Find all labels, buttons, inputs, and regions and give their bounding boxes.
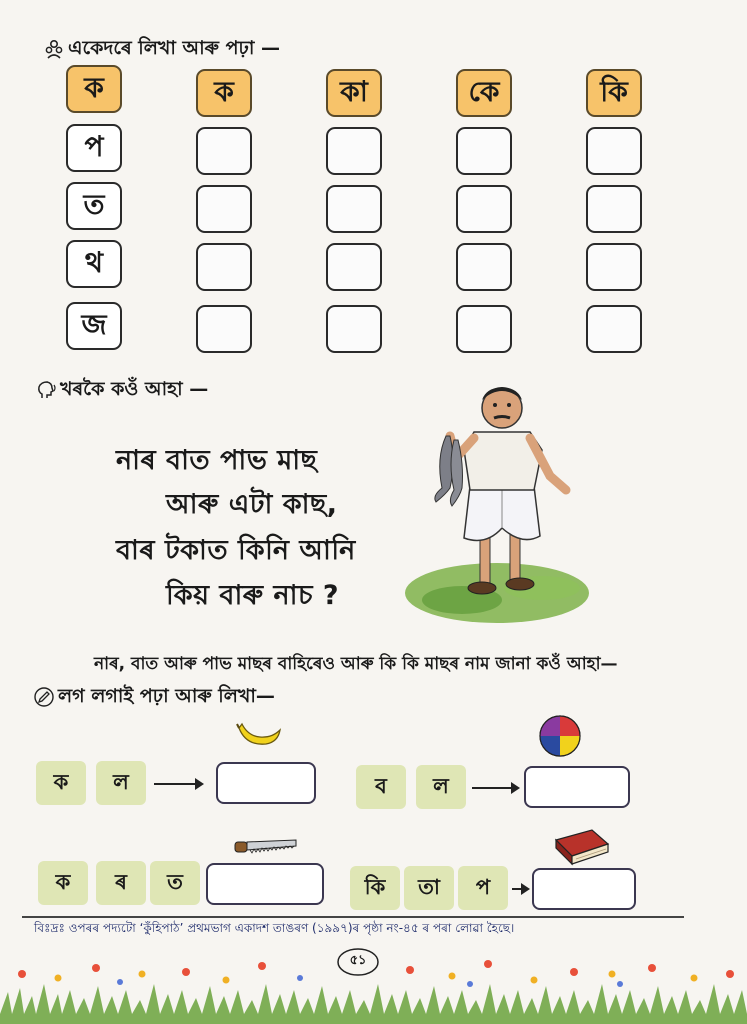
row-letter-cell: ত: [66, 182, 122, 230]
write-box[interactable]: [326, 127, 382, 175]
poem-line: কিয় বাৰু নাচ ?: [166, 580, 340, 611]
write-box[interactable]: [196, 305, 252, 353]
letter-tile[interactable]: ব: [356, 765, 406, 809]
write-box[interactable]: [326, 305, 382, 353]
section2-heading: [36, 375, 208, 407]
fish-icon: [435, 436, 463, 506]
write-box[interactable]: [196, 127, 252, 175]
write-box[interactable]: [456, 185, 512, 233]
man-holding-fish-illustration: [402, 378, 592, 638]
pencil-icon: [34, 687, 54, 707]
header-cell: কে: [456, 69, 512, 117]
people-icon: [44, 39, 64, 59]
letter-tile[interactable]: ৰ: [96, 861, 146, 905]
letter-tile[interactable]: ল: [96, 761, 146, 805]
footnote-divider: [22, 916, 684, 918]
poem-line: আৰু এটা কাছ,: [166, 489, 338, 520]
ball-icon: [538, 714, 582, 758]
arrow-right-icon: [512, 888, 528, 890]
header-cell: কা: [326, 69, 382, 117]
write-box[interactable]: [456, 305, 512, 353]
letter-tile[interactable]: প: [458, 866, 508, 910]
section1-heading-text: একেদৰে লিখা আৰু পঢ়া —: [68, 37, 280, 59]
letter-tile[interactable]: ত: [150, 861, 200, 905]
header-cell: ক: [196, 69, 252, 117]
arrow-right-icon: [154, 783, 202, 785]
arrow-right-icon: [472, 787, 518, 789]
section2-heading-text: খৰকৈ কওঁ আহা —: [60, 378, 209, 400]
write-box[interactable]: [326, 243, 382, 291]
write-box[interactable]: [456, 243, 512, 291]
write-box[interactable]: [456, 127, 512, 175]
answer-box[interactable]: [206, 863, 324, 905]
letter-tile[interactable]: তা: [404, 866, 454, 910]
speaking-head-icon: [36, 380, 56, 400]
letter-tile[interactable]: কি: [350, 866, 400, 910]
row-letter-cell: জ: [66, 302, 122, 350]
page-number: ৫১: [349, 953, 367, 968]
poem-line: নাৰ বাত পাভ মাছ: [116, 445, 318, 476]
letter-tile[interactable]: ল: [416, 765, 466, 809]
section1-heading: [44, 34, 280, 66]
book-icon: [552, 826, 610, 866]
row-letter-cell: থ: [66, 240, 122, 288]
write-box[interactable]: [586, 243, 642, 291]
write-box[interactable]: [586, 185, 642, 233]
section3-heading: [34, 682, 275, 714]
saw-icon: [234, 836, 298, 856]
footnote: বিঃদ্রঃ ওপৰৰ পদ্যটো ‘কুঁহিপাঠ’ প্রথমভাগ একাদশ তাঙৰণ (১৯৯৭)ৰ পৃষ্ঠা নং-৪৫ ৰ পৰা লোৱা হৈছে।: [34, 921, 515, 935]
write-box[interactable]: [586, 127, 642, 175]
header-cell: ক: [66, 65, 122, 113]
row-letter-cell: প: [66, 124, 122, 172]
letter-tile[interactable]: ক: [38, 861, 88, 905]
section3-heading-text: লগ লগাই পঢ়া আৰু লিখা—: [58, 685, 275, 707]
banana-icon: [236, 720, 282, 750]
letter-tile[interactable]: ক: [36, 761, 86, 805]
answer-box[interactable]: [532, 868, 636, 910]
write-box[interactable]: [196, 185, 252, 233]
write-box[interactable]: [196, 243, 252, 291]
answer-box[interactable]: [216, 762, 316, 804]
write-box[interactable]: [586, 305, 642, 353]
header-cell: কি: [586, 69, 642, 117]
question-text: নাৰ, বাত আৰু পাভ মাছৰ বাহিৰেও আৰু কি কি মাছৰ নাম জানা কওঁ আহা—: [94, 654, 618, 674]
poem-line: বাৰ টকাত কিনি আনি: [116, 535, 356, 566]
answer-box[interactable]: [524, 766, 630, 808]
write-box[interactable]: [326, 185, 382, 233]
